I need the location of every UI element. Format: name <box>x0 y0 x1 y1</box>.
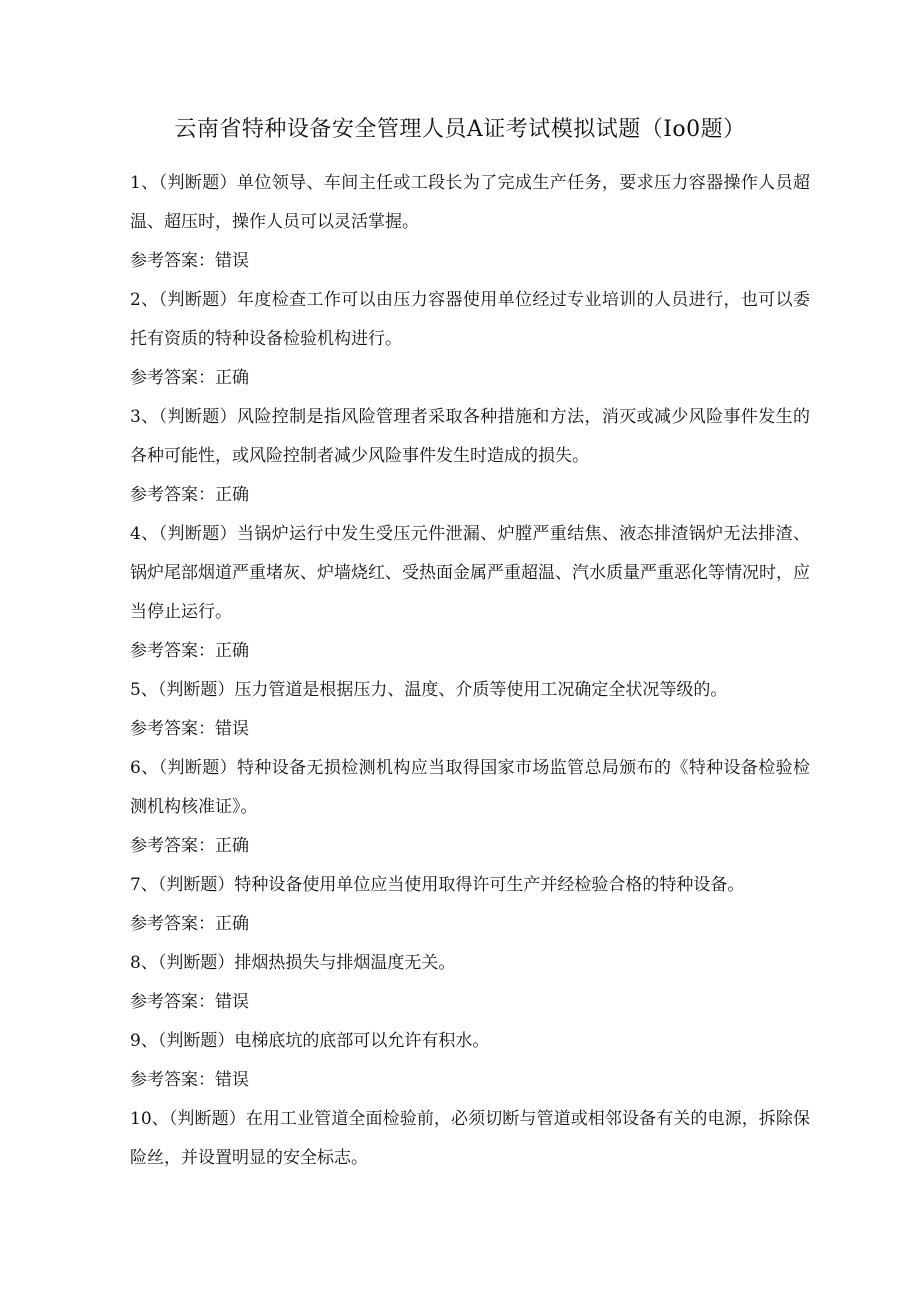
answer-label: 参考答案： <box>130 836 215 856</box>
page-title: 云南省特种设备安全管理人员A证考试模拟试题（Io0题） <box>174 117 746 142</box>
question-text: 10、（判断题）在用工业管道全面检验前，必须切断与管道或相邻设备有关的电源，拆除保险丝，并设置明显的安全标志。 <box>130 1109 810 1168</box>
answer-label: 参考答案： <box>130 641 215 661</box>
question-text: 2、（判断题）年度检查工作可以由压力容器使用单位经过专业培训的人员进行，也可以委托有资质的特种设备检验机构进行。 <box>130 290 810 349</box>
answer-value: 正确 <box>215 914 249 934</box>
question-text: 1、（判断题）单位领导、车间主任或工段长为了完成生产任务，要求压力容器操作人员超温、超压时，操作人员可以灵活掌握。 <box>130 173 810 232</box>
answer-line <box>130 359 810 398</box>
answer-label: 参考答案： <box>130 1070 215 1090</box>
answer-value: 错误 <box>215 719 249 739</box>
answer-value: 正确 <box>215 641 249 661</box>
question-text: 8、（判断题）排烟热损失与排烟温度无关。 <box>130 953 456 973</box>
answer-line <box>130 242 810 281</box>
question-text: 5、（判断题）压力管道是根据压力、温度、介质等使用工况确定全状况等级的。 <box>130 680 728 700</box>
question-list <box>130 164 810 1178</box>
answer-value: 正确 <box>215 836 249 856</box>
answer-value: 正确 <box>215 485 249 505</box>
answer-label: 参考答案： <box>130 992 215 1012</box>
answer-value: 错误 <box>215 992 249 1012</box>
question-text: 3、（判断题）风险控制是指风险管理者采取各种措施和方法，消灭或减少风险事件发生的各种可能性，或风险控制者减少风险事件发生时造成的损失。 <box>130 407 810 466</box>
question-text: 4、（判断题）当锅炉运行中发生受压元件泄漏、炉膛严重结焦、液态排渣锅炉无法排渣、锅炉尾部烟道严重堵灰、炉墙烧红、受热面金属严重超温、汽水质量严重恶化等情况时，应当停止运行。 <box>130 524 810 622</box>
answer-label: 参考答案： <box>130 485 215 505</box>
answer-line <box>130 632 810 671</box>
answer-line <box>130 827 810 866</box>
question-text: 7、（判断题）特种设备使用单位应当使用取得许可生产并经检验合格的特种设备。 <box>130 875 745 895</box>
answer-label: 参考答案： <box>130 914 215 934</box>
answer-line <box>130 905 810 944</box>
answer-label: 参考答案： <box>130 719 215 739</box>
question-text: 9、（判断题）电梯底坑的底部可以允许有积水。 <box>130 1031 490 1051</box>
answer-line <box>130 1061 810 1100</box>
answer-value: 正确 <box>215 368 249 388</box>
answer-value: 错误 <box>215 1070 249 1090</box>
question-text: 6、（判断题）特种设备无损检测机构应当取得国家市场监管总局颁布的《特种设备检验检测机构核准证》。 <box>130 758 810 817</box>
answer-value: 错误 <box>215 251 249 271</box>
answer-line <box>130 983 810 1022</box>
answer-line <box>130 710 810 749</box>
answer-label: 参考答案： <box>130 251 215 271</box>
answer-line <box>130 476 810 515</box>
answer-label: 参考答案： <box>130 368 215 388</box>
